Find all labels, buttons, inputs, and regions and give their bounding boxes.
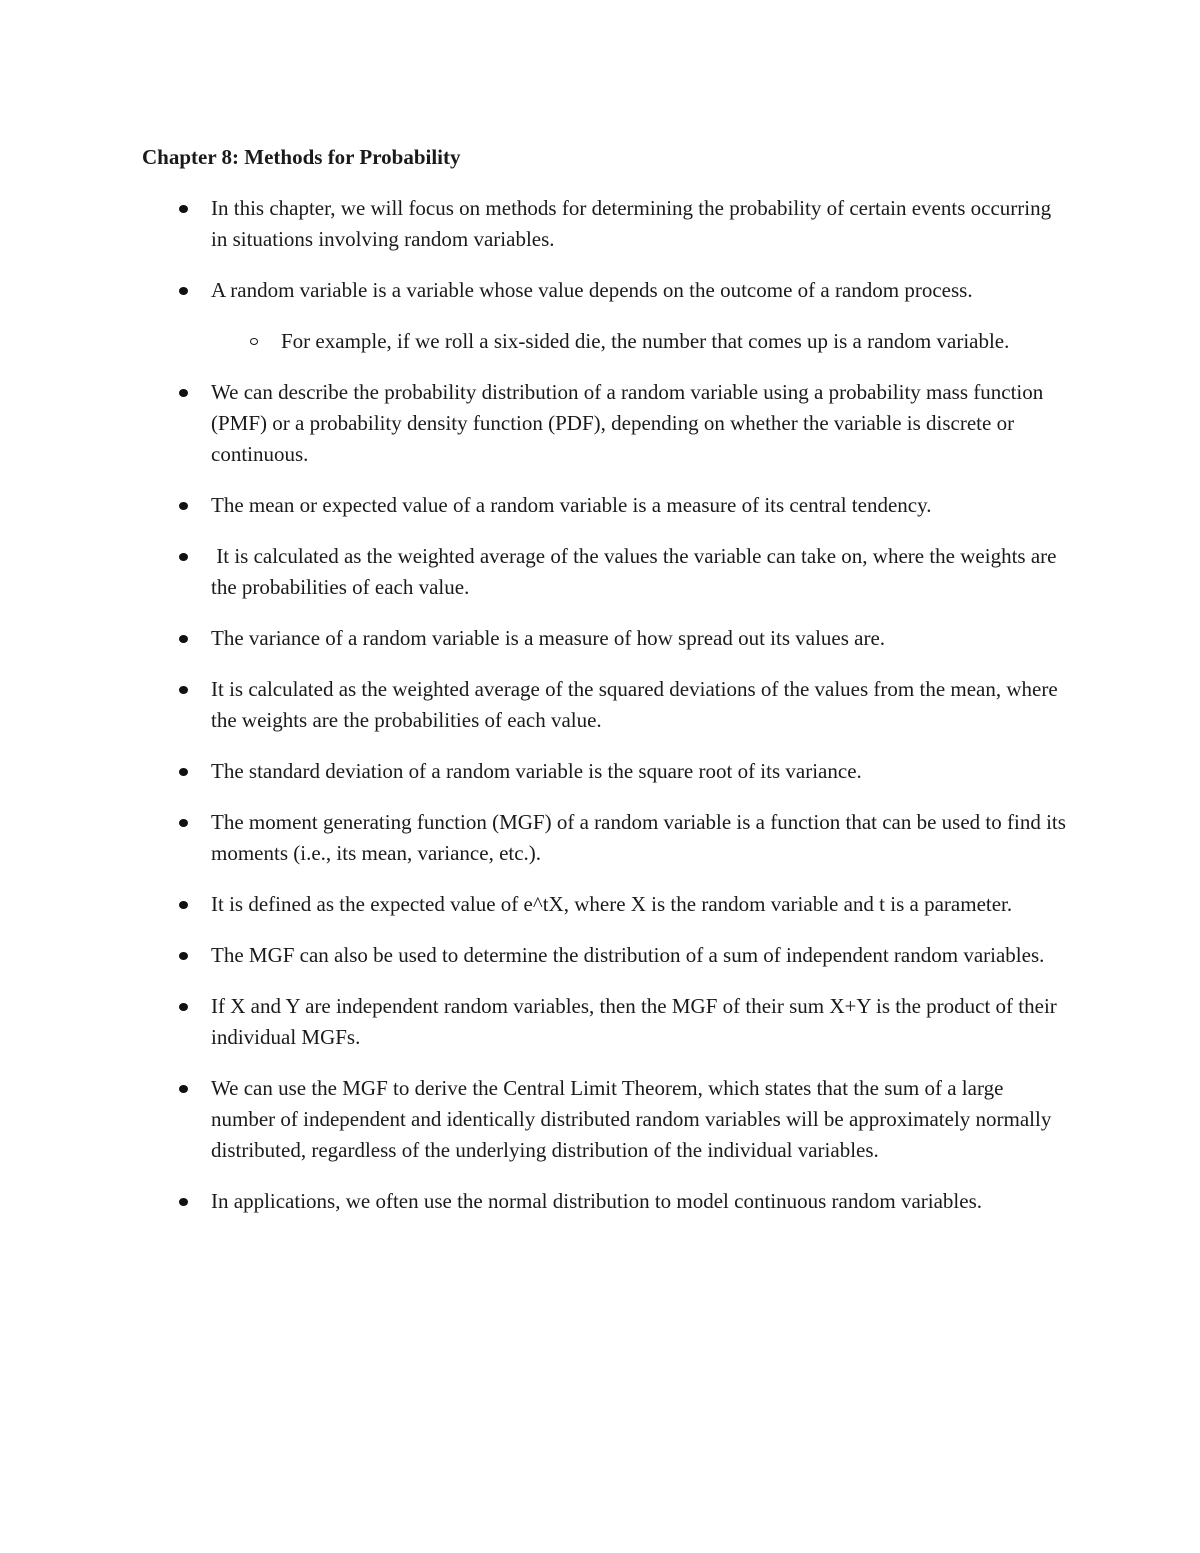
bullet-text: We can describe the probability distribution of a random variable using a probability mass function (PMF) or a probability density function (PDF), depending on whether the variable is discrete or continuous. (211, 380, 1044, 466)
bullet-item (142, 674, 1072, 736)
bullet-text: It is calculated as the weighted average of the squared deviations of the values from the mean, where the weights are the probabilities of each value. (211, 677, 1058, 732)
filled-bullet-icon (179, 287, 188, 295)
chapter-title: Chapter 8: Methods for Probability (142, 145, 461, 169)
filled-bullet-icon (179, 819, 188, 827)
bullet-text: In applications, we often use the normal distribution to model continuous random variables. (211, 1189, 983, 1213)
filled-bullet-icon (179, 1085, 188, 1093)
bullet-item (142, 940, 1072, 971)
bullet-text: A random variable is a variable whose value depends on the outcome of a random process. (211, 278, 973, 302)
sub-bullet-text: For example, if we roll a six-sided die, the number that comes up is a random variable. (281, 329, 1010, 353)
filled-bullet-icon (179, 389, 188, 397)
bullet-text: The moment generating function (MGF) of a random variable is a function that can be used to find its moments (i.e., its mean, variance, etc.). (211, 810, 1066, 865)
bullet-item (142, 490, 1072, 521)
filled-bullet-icon (179, 205, 188, 213)
bullet-item (142, 1186, 1072, 1217)
bullet-text: If X and Y are independent random variables, then the MGF of their sum X+Y is the product of their individual MGFs. (211, 994, 1057, 1049)
bullet-item (142, 991, 1072, 1053)
filled-bullet-icon (179, 1003, 188, 1011)
bullet-text: The MGF can also be used to determine the distribution of a sum of independent random variables. (211, 943, 1045, 967)
document-body (142, 142, 1072, 1237)
bullet-text: In this chapter, we will focus on methods for determining the probability of certain events occurring in situations involving random variables. (211, 196, 1052, 251)
bullet-item (142, 193, 1072, 255)
bullet-item (142, 807, 1072, 869)
sub-bullet-item (142, 326, 1072, 357)
bullet-text: The standard deviation of a random variable is the square root of its variance. (211, 759, 862, 783)
bullet-item (142, 275, 1072, 306)
bullet-item (142, 541, 1072, 603)
bullet-text: It is calculated as the weighted average of the values the variable can take on, where the weights are the probabilities of each value. (211, 544, 1062, 599)
filled-bullet-icon (179, 901, 188, 909)
filled-bullet-icon (179, 553, 188, 561)
bullet-item (142, 377, 1072, 470)
bullet-text: We can use the MGF to derive the Central Limit Theorem, which states that the sum of a large number of independent and identically distributed random variables will be approximately normally distributed, regardless of the underlying distribution of the individual variables. (211, 1076, 1052, 1162)
filled-bullet-icon (179, 1198, 188, 1206)
bullet-item (142, 756, 1072, 787)
filled-bullet-icon (179, 686, 188, 694)
bullet-item (142, 623, 1072, 654)
bullet-item (142, 1073, 1072, 1166)
bullet-item (142, 889, 1072, 920)
filled-bullet-icon (179, 502, 188, 510)
filled-bullet-icon (179, 635, 188, 643)
hollow-bullet-icon (250, 338, 258, 345)
bullet-text: The mean or expected value of a random variable is a measure of its central tendency. (211, 493, 932, 517)
bullet-text: It is defined as the expected value of e^tX, where X is the random variable and t is a parameter. (211, 892, 1013, 916)
filled-bullet-icon (179, 952, 188, 960)
filled-bullet-icon (179, 768, 188, 776)
bullet-text: The variance of a random variable is a measure of how spread out its values are. (211, 626, 886, 650)
